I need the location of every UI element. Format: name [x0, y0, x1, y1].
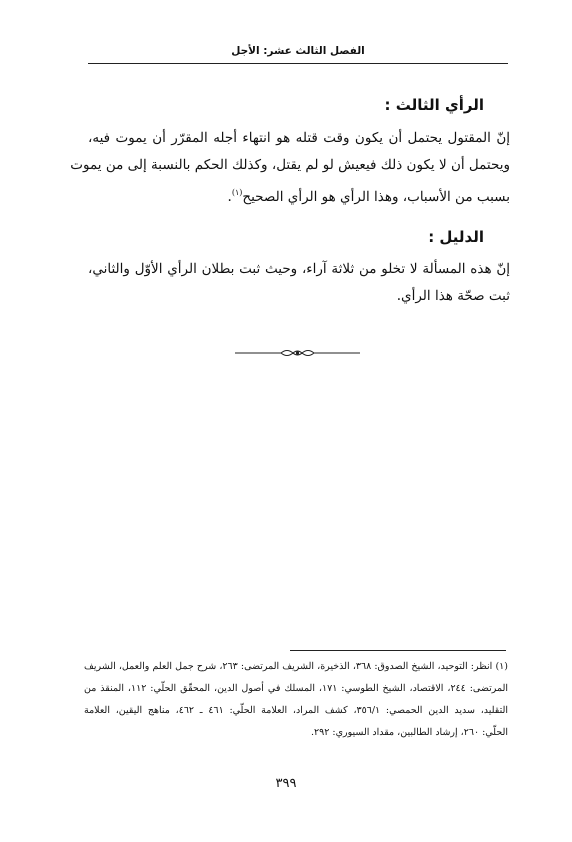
footnote-line: المرتضى: ٢٤٤، الاقتصاد، الشيخ الطوسي: ١٧١، المسلك في أصول الدين، المحقّق الحلّي: ١١٢، المنقذ من — [84, 683, 508, 694]
section-heading-evidence: الدليل : — [428, 228, 484, 246]
evidence-paragraph — [88, 256, 510, 310]
paragraph-line: إنّ هذه المسألة لا تخلو من ثلاثة آراء، وحيث ثبت بطلان الرأي الأوّل والثاني، — [88, 261, 510, 277]
section-heading-third-opinion: الرأي الثالث : — [384, 96, 484, 114]
footnote-line: (١) انظر: التوحيد، الشيخ الصدوق: ٣٦٨، الذخيرة، الشريف المرتضى: ٢٦٣، شرح جمل العلم والعمل، الشريف — [84, 661, 508, 672]
footnote-rule — [290, 650, 506, 651]
paragraph-line-text: بسبب من الأسباب، وهذا الرأي هو الرأي الصحيح — [242, 189, 510, 205]
header-rule — [88, 63, 508, 64]
page-number: ٣٩٩ — [275, 776, 297, 791]
sentence-end: . — [227, 189, 232, 205]
paragraph-line: ثبت صحّة هذا الرأي. — [396, 288, 510, 304]
footnote-ref[interactable]: (١) — [231, 188, 243, 197]
footnote-line: الحلّي: ٢٦٠، إرشاد الطالبين، مقداد السيوري: ٢٩٢. — [311, 727, 508, 738]
paragraph-line: إنّ المقتول يحتمل أن يكون وقت قتله هو انتهاء أجله المقرّر أن يموت فيه، — [88, 130, 510, 146]
paragraph-line — [88, 179, 510, 206]
running-header: الفصل الثالث عشر: الأجل — [231, 45, 365, 57]
footnote — [84, 656, 508, 744]
footnote-line: التقليد، سديد الدين الحمصي: ٣٥٦/١، كشف المراد، العلامة الحلّي: ٤٦١ ـ ٤٦٢، مناهج اليقين، العلامة — [84, 705, 508, 716]
ornament-divider-icon — [235, 347, 360, 359]
paragraph-line: ويحتمل أن لا يكون ذلك فيعيش لو لم يقتل، وكذلك الحكم بالنسبة إلى من يموت — [70, 157, 510, 173]
third-opinion-paragraph — [70, 125, 510, 206]
